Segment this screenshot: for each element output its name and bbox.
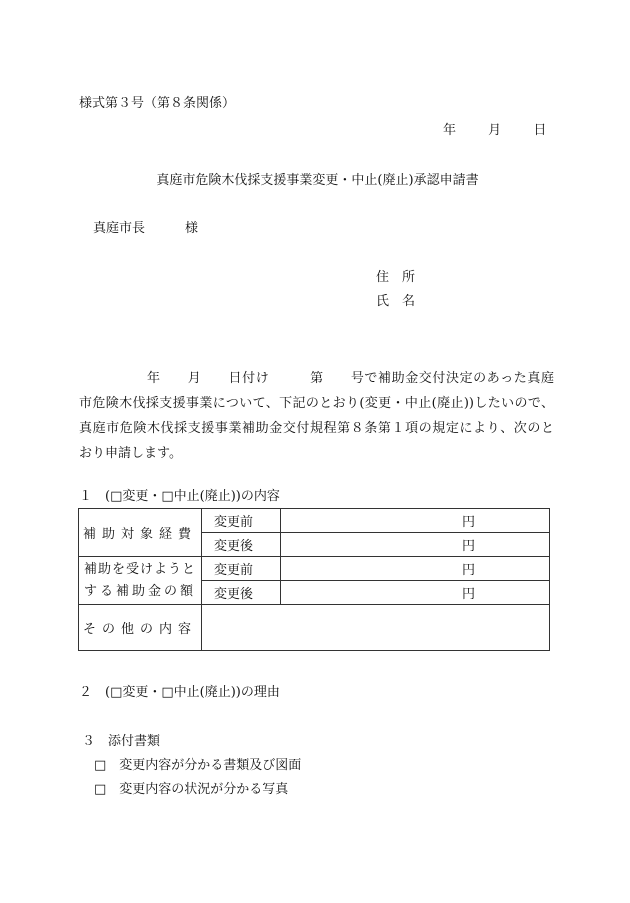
other-content-header: その他の内容 (79, 605, 202, 651)
after-label: 変更後 (202, 581, 281, 605)
body-line: おり申請します。 (79, 446, 182, 461)
section-2-heading: ２ (□変更・□中止(廃止))の理由 (79, 685, 280, 700)
section-1-heading: １ (□変更・□中止(廃止))の内容 (79, 489, 280, 504)
application-body (79, 366, 554, 466)
address-label: 住 所 (376, 270, 416, 285)
addressee-name: 真庭市長 (93, 221, 146, 236)
date-year-label: 年 (443, 123, 457, 138)
before-label: 変更前 (202, 509, 281, 533)
body-line: 市危険木伐採支援事業について、下記のとおり(変更・中止(廃止))したいので、 (79, 396, 554, 411)
subsidy-cost-header: 補助対象経費 (79, 509, 202, 557)
body-line: 真庭市危険木伐採支援事業補助金交付規程第８条第１項の規定により、次のと (79, 421, 554, 436)
addressee (93, 222, 198, 235)
yen-cell: 円 (281, 533, 550, 557)
yen-cell: 円 (281, 581, 550, 605)
change-details-table (78, 508, 550, 651)
addressee-honorific: 様 (185, 221, 199, 236)
form-number: 様式第３号（第８条関係） (79, 96, 236, 111)
document-title: 真庭市危険木伐採支援事業変更・中止(廃止)承認申請書 (156, 173, 479, 188)
name-label: 氏 名 (376, 294, 416, 309)
date-day-label: 日 (533, 123, 547, 138)
yen-cell: 円 (281, 557, 550, 581)
body-line: 年 月 日付け 第 号で補助金交付決定のあった真庭 (79, 371, 554, 386)
before-label: 変更前 (202, 557, 281, 581)
other-content-cell (202, 605, 550, 651)
attachment-item: □ 変更内容が分かる書類及び図面 (94, 758, 302, 773)
date-month-label: 月 (488, 123, 502, 138)
date-line (443, 124, 546, 137)
after-label: 変更後 (202, 533, 281, 557)
subsidy-amount-header-line2: する補助金の額 (83, 583, 196, 599)
section-3-heading: ３ 添付書類 (82, 734, 161, 749)
attachment-item: □ 変更内容の状況が分かる写真 (94, 782, 289, 797)
subsidy-amount-header-line1: 補助を受けようと (83, 561, 196, 577)
subsidy-amount-header (79, 557, 202, 605)
yen-cell: 円 (281, 509, 550, 533)
